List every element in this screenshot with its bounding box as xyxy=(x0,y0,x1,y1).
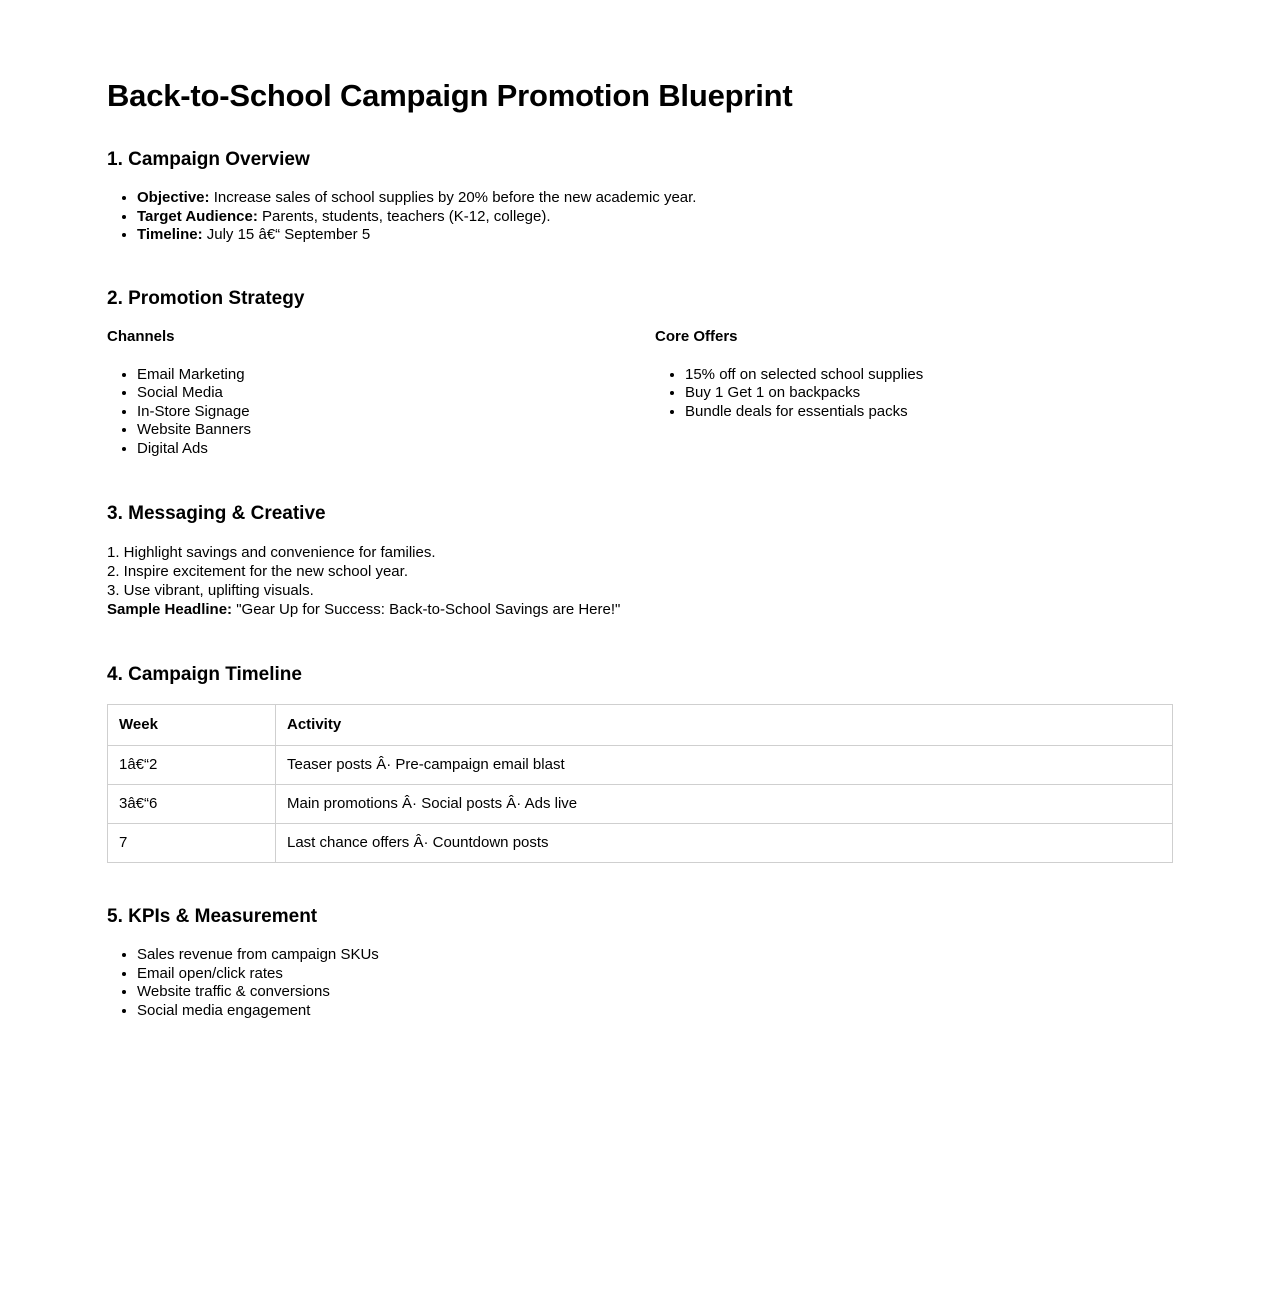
section-campaign-timeline xyxy=(107,663,1173,863)
list-item: 2. Inspire excitement for the new school year. xyxy=(107,563,408,580)
overview-item-text: Increase sales of school supplies by 20% before the new academic year. xyxy=(209,189,697,206)
sample-headline-text: "Gear Up for Success: Back-to-School Savings are Here!" xyxy=(232,601,621,618)
cell-activity: Teaser posts Â· Pre-campaign email blast xyxy=(276,746,1173,785)
overview-item-text: Parents, students, teachers (K-12, college). xyxy=(257,207,551,225)
section-messaging-creative xyxy=(107,502,1173,619)
section-heading-kpi: 5. KPIs & Measurement xyxy=(107,906,318,927)
list-item xyxy=(137,189,1173,208)
cell-week: 3â€“6 xyxy=(108,785,276,824)
core-offers-heading: Core Offers xyxy=(655,327,738,345)
channels-heading: Channels xyxy=(107,327,175,345)
list-item: • Sales revenue from campaign SKUs xyxy=(137,946,1173,965)
overview-item-text: July 15 â€“ September 5 xyxy=(202,226,371,243)
section-heading-overview: 1. Campaign Overview xyxy=(107,149,310,170)
list-item: • Website Banners xyxy=(137,421,655,440)
list-item: • Email open/click rates xyxy=(137,965,1173,984)
list-item: • Website traffic & conversions xyxy=(137,983,1173,1002)
cell-week: 7 xyxy=(108,824,276,863)
list-item: • In-Store Signage xyxy=(137,403,655,422)
cell-activity: Last chance offers Â· Countdown posts xyxy=(276,824,1173,863)
timeline-table xyxy=(107,704,1173,863)
kpi-list xyxy=(107,946,1173,1020)
table-row xyxy=(108,785,1173,824)
section-heading-messaging: 3. Messaging & Creative xyxy=(107,503,326,524)
section-promotion-strategy xyxy=(107,287,1173,459)
section-heading-strategy: 2. Promotion Strategy xyxy=(107,287,305,309)
table-row xyxy=(108,824,1173,863)
list-item: • Email Marketing xyxy=(137,366,655,385)
strategy-columns xyxy=(107,328,1173,459)
overview-item-label: Target Audience: xyxy=(137,207,258,225)
cell-activity: Main promotions Â· Social posts Â· Ads live xyxy=(276,785,1173,824)
core-offers-column xyxy=(655,328,1173,422)
sample-headline xyxy=(107,600,1173,619)
overview-list xyxy=(107,189,1173,245)
list-item xyxy=(137,208,1173,227)
sample-headline-label: Sample Headline: xyxy=(107,601,233,618)
list-item: 1. Highlight savings and convenience for families. xyxy=(107,544,436,561)
list-item: • Social Media xyxy=(137,384,655,403)
channels-list xyxy=(107,366,655,459)
list-item: • Buy 1 Get 1 on backpacks xyxy=(685,384,1173,403)
list-item xyxy=(137,226,1173,245)
column-header-activity: Activity xyxy=(276,705,1173,746)
list-item: • Social media engagement xyxy=(137,1002,1173,1021)
section-campaign-overview xyxy=(107,148,1173,245)
page-title: Back-to-School Campaign Promotion Blueprint xyxy=(107,78,793,113)
section-kpis-measurement xyxy=(107,905,1173,1020)
list-item: • 15% off on selected school supplies xyxy=(685,366,1173,385)
cell-week: 1â€“2 xyxy=(108,746,276,785)
core-offers-list xyxy=(655,366,1173,422)
overview-item-label: Timeline: xyxy=(137,226,203,243)
table-row xyxy=(108,746,1173,785)
list-item: • Digital Ads xyxy=(137,440,655,459)
section-heading-timeline: 4. Campaign Timeline xyxy=(107,664,302,685)
column-header-week: Week xyxy=(108,705,276,746)
channels-column xyxy=(107,328,655,459)
overview-item-label: Objective: xyxy=(137,189,210,206)
list-item: • Bundle deals for essentials packs xyxy=(685,403,1173,422)
table-header-row xyxy=(108,705,1173,746)
list-item: 3. Use vibrant, uplifting visuals. xyxy=(107,582,314,599)
messaging-numbered-list xyxy=(107,543,1173,619)
